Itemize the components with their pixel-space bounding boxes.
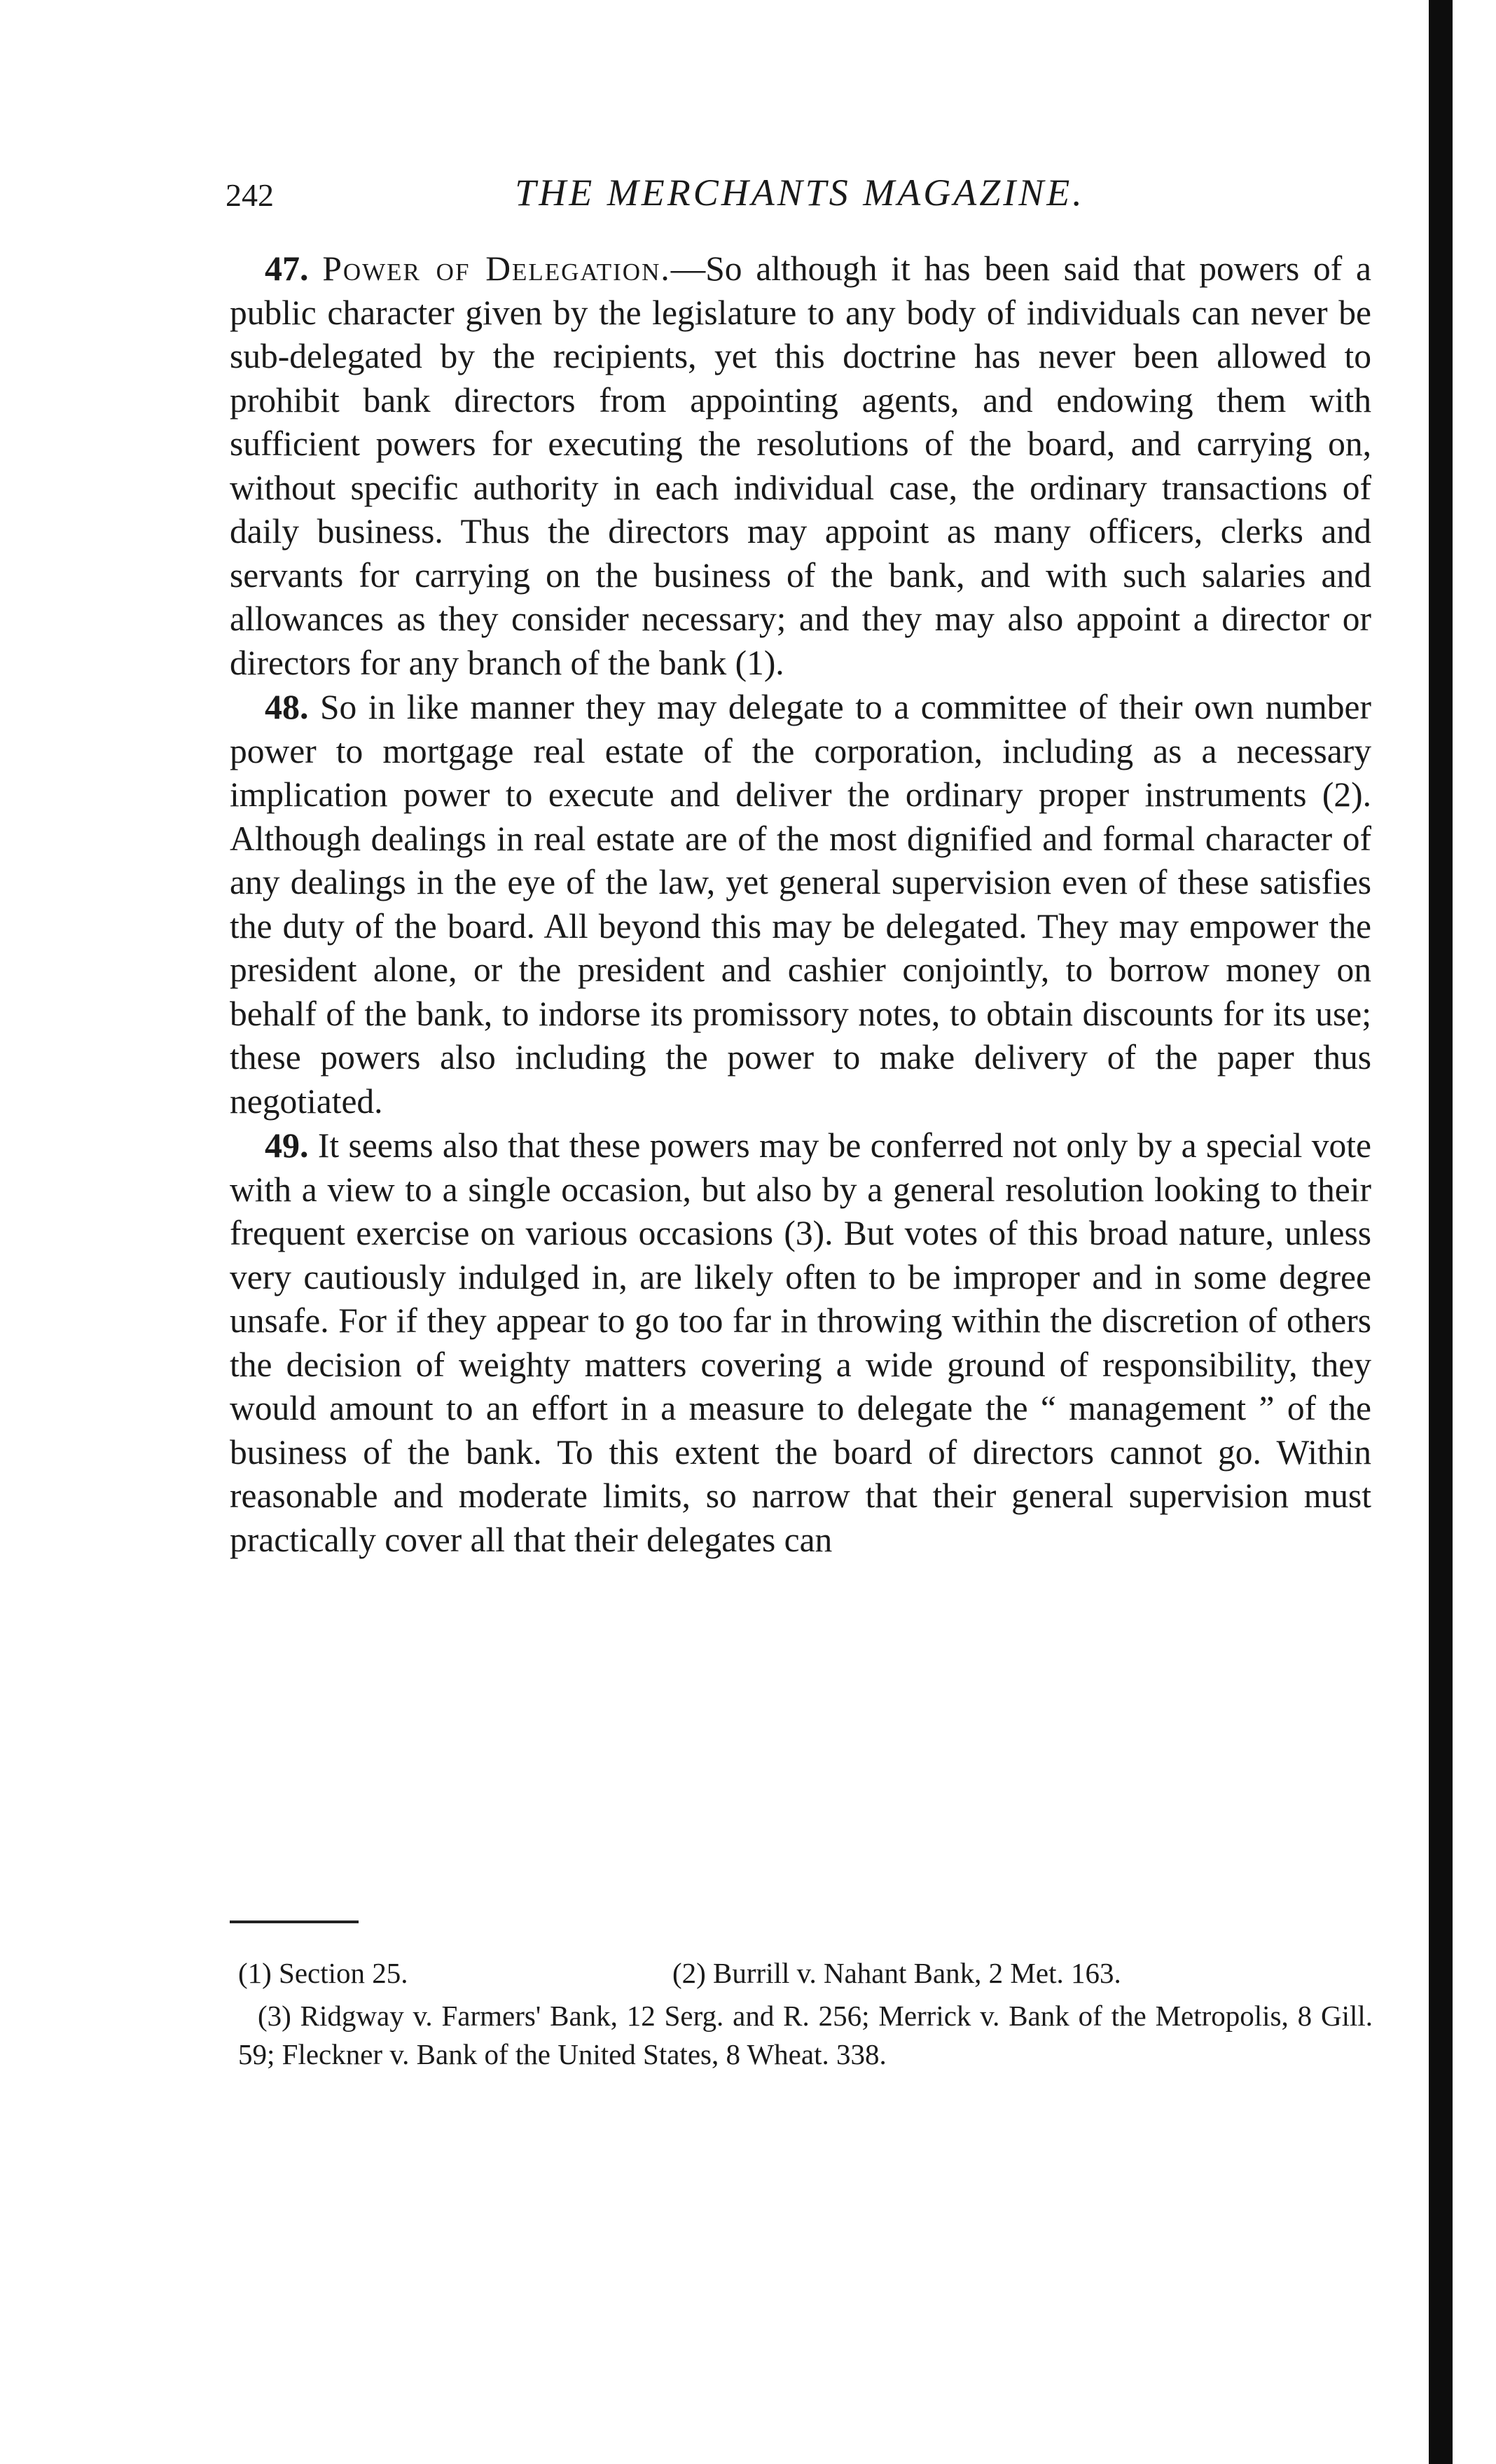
footnote-line — [238, 1954, 1373, 1993]
section-text: —So although it has been said that powers of a public character given by the legislature to any body of individuals can never be sub-delegated by the recipients, yet this doctrine has never been allowed to prohibit bank directors from appointing agents, and endowing them with sufficient powers for executing the resolutions of the board, and carrying on, without specific authority in each individual case, the ordinary transactions of daily business. Thus the directors may appoint as many officers, clerks and servants for carrying on the business of the bank, and with such salaries and allowances as they consider necessary; and they may also appoint a director or directors for any branch of the bank (1). — [230, 249, 1372, 682]
footnote-2: (2) Burrill v. Nahant Bank, 2 Met. 163. — [672, 1957, 1121, 1989]
section-49 — [230, 1123, 1371, 1562]
running-title: THE MERCHANTS MAGAZINE. — [515, 172, 1085, 214]
section-number: 47. — [265, 249, 309, 288]
section-47 — [230, 247, 1371, 685]
section-text: It seems also that these powers may be conferred not only by a special vote with a view to a single occasion, but also by a general resolution looking to their frequent exercise on various occasions (3). But votes of this broad nature, unless very cautiously indulged in, are likely often to be improper and in some degree unsafe. For if they appear to go too far in throwing within the discretion of others the decision of weighty matters covering a wide ground of responsibility, they would amount to an effort in a measure to delegate the “ management ” of the business of the bank. To this extent the board of directors cannot go. Within reasonable and moderate limits, so narrow that their general supervision must practically cover all that their delegates can — [230, 1126, 1372, 1559]
footnotes — [238, 1954, 1373, 2074]
footnote-1: (1) Section 25. — [238, 1957, 408, 1989]
section-number: 49. — [265, 1126, 309, 1165]
section-heading: Power of Delegation. — [322, 249, 671, 288]
scan-edge-bar — [1429, 0, 1453, 2464]
footnote-3: (3) Ridgway v. Farmers' Bank, 12 Serg. and R. 256; Merrick v. Bank of the Metropolis, 8 Gill. 59; Fleckner v. Bank of the United States, 8 Wheat. 338. — [238, 2000, 1373, 2070]
section-text: So in like manner they may delegate to a committee of their own number power to mortgage real estate of the corporation, including as a necessary implication power to execute and deliver the ordinary proper instruments (2). Although dealings in real estate are of the most dignified and formal character of any dealings in the eye of the law, yet general supervision even of these satisfies the duty of the board. All beyond this may be delegated. They may empower the president alone, or the president and cashier conjointly, to borrow money on behalf of the bank, to indorse its promissory notes, to obtain discounts for its use; these powers also including the power to make delivery of the paper thus negotiated. — [230, 688, 1371, 1121]
page-header — [226, 171, 1374, 227]
page-number: 242 — [226, 177, 274, 213]
section-number: 48. — [265, 687, 309, 726]
section-48 — [230, 685, 1371, 1123]
footnote-rule — [230, 1920, 359, 1923]
body-text — [230, 247, 1371, 1562]
